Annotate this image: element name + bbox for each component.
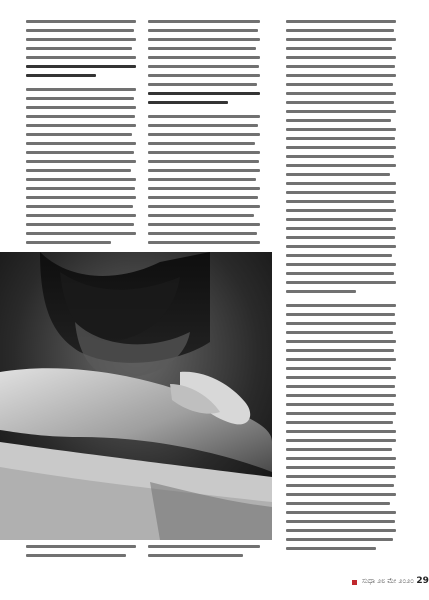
text-column-1 <box>26 20 136 250</box>
folio-accent-mark <box>352 580 357 585</box>
text-column-3 <box>286 20 396 565</box>
page-number: 29 <box>416 576 429 586</box>
text-column-5 <box>148 545 260 565</box>
folio-text: ಸುಧಾ ೨೮ ಮೇ ೨೦೨೦ <box>362 577 415 585</box>
folio <box>362 577 429 586</box>
text-column-2 <box>148 20 260 250</box>
article-photo <box>0 252 272 540</box>
text-column-4 <box>26 545 136 565</box>
